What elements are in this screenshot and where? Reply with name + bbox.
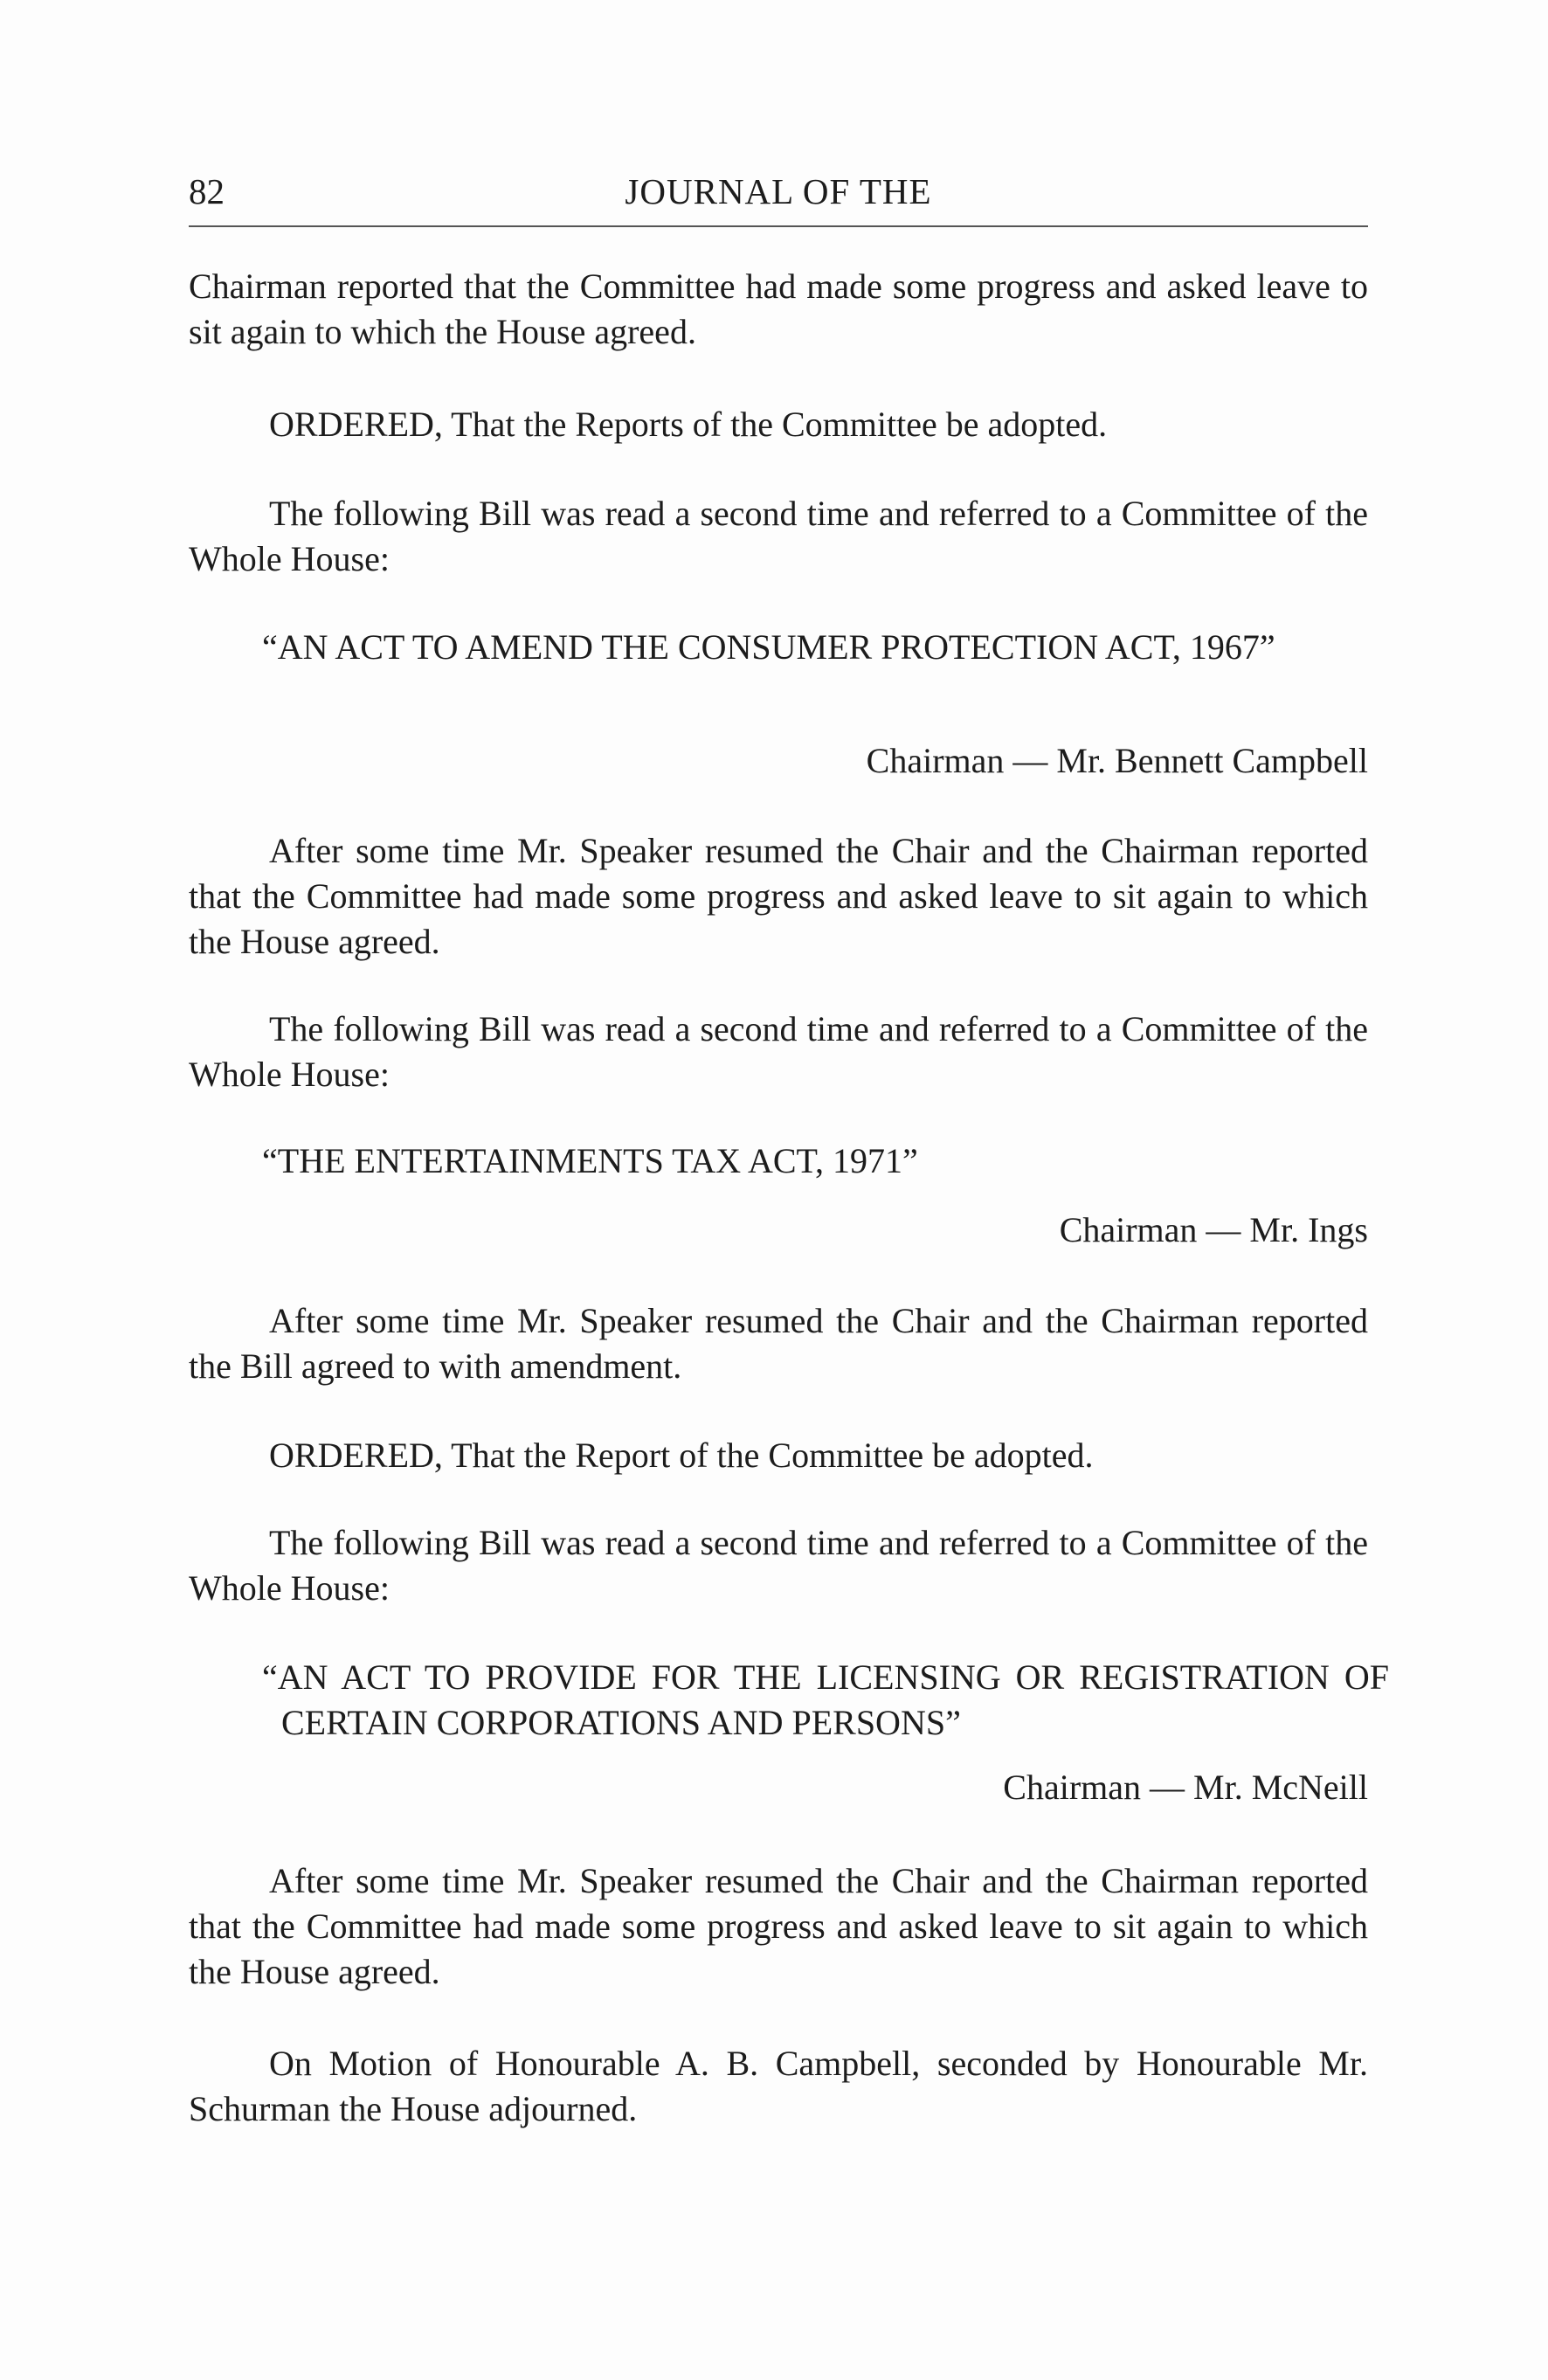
paragraph-bill-referral-3: The following Bill was read a second time and referred to a Committee of the Whole House: <box>189 1523 1368 1608</box>
page-header <box>189 170 1368 219</box>
paragraph-speaker-resumed-3: After some time Mr. Speaker resumed the Chair and the Chairman reported that the Committee had made some progress and asked leave to sit again to which the House agreed. <box>189 1861 1368 1991</box>
bill-chairman-bennett-campbell: Chairman — Mr. Bennett Campbell <box>866 741 1368 780</box>
paragraph-adjournment: On Motion of Honourable A. B. Campbell, seconded by Honourable Mr. Schurman the House adjourned. <box>189 2044 1368 2128</box>
bill-title-consumer-protection: “AN ACT TO AMEND THE CONSUMER PROTECTION ACT, 1967” <box>262 627 1275 667</box>
header-rule <box>189 225 1368 227</box>
paragraph-speaker-resumed-2: After some time Mr. Speaker resumed the Chair and the Chairman reported the Bill agreed to with amendment. <box>189 1301 1368 1386</box>
bill-chairman-mcneill: Chairman — Mr. McNeill <box>1003 1768 1368 1807</box>
paragraph-progress-report: Chairman reported that the Committee had made some progress and asked leave to sit again to which the House agreed. <box>189 266 1368 351</box>
bill-title-entertainments-tax: “THE ENTERTAINMENTS TAX ACT, 1971” <box>262 1141 918 1180</box>
bill-title-licensing-registration: “AN ACT TO PROVIDE FOR THE LICENSING OR REGISTRATION OF CERTAIN CORPORATIONS AND PERSONS” <box>262 1657 1389 1742</box>
page-number: 82 <box>189 171 225 211</box>
paragraph-ordered-reports: ORDERED, That the Reports of the Committee be adopted. <box>269 405 1108 444</box>
bill-chairman-ings: Chairman — Mr. Ings <box>1059 1210 1368 1249</box>
paragraph-speaker-resumed-1: After some time Mr. Speaker resumed the Chair and the Chairman reported that the Committee had made some progress and asked leave to sit again to which the House agreed. <box>189 831 1368 961</box>
paragraph-bill-referral-2: The following Bill was read a second time and referred to a Committee of the Whole House: <box>189 1009 1368 1094</box>
paragraph-ordered-report: ORDERED, That the Report of the Committee be adopted. <box>269 1436 1094 1475</box>
paragraph-bill-referral-1: The following Bill was read a second time and referred to a Committee of the Whole House: <box>189 494 1368 578</box>
running-title: JOURNAL OF THE <box>625 171 932 211</box>
